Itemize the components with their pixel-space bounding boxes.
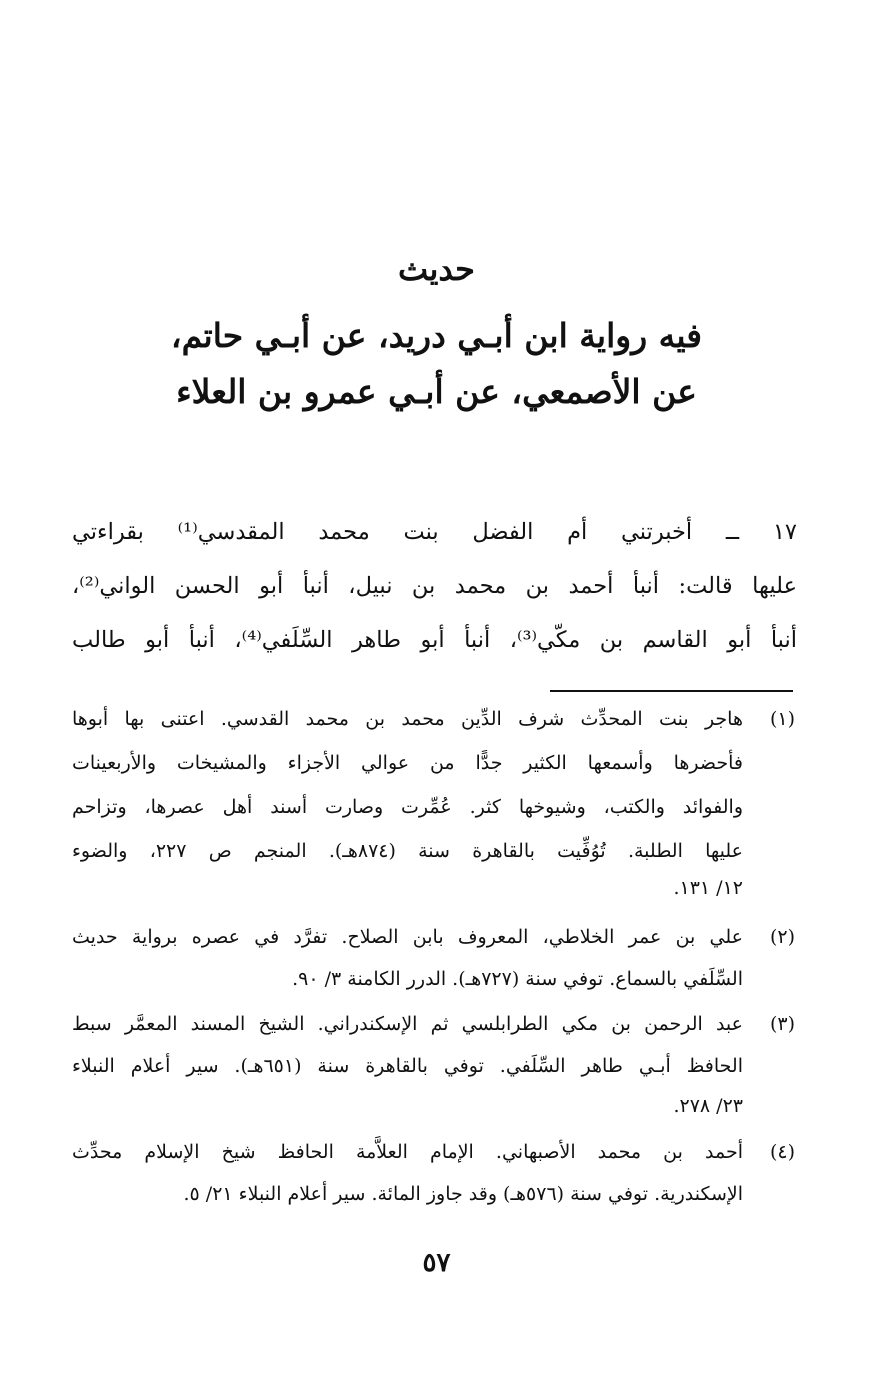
footnote-line: عليها الطلبة. تُوُفِّيت بالقاهرة سنة (٨٧٤هـ). المنجم ص ٢٢٧، والضوء: [72, 840, 743, 862]
footnote-line: ١٢/ ١٣١.: [673, 877, 743, 899]
section-subtitle-line-1: فيه رواية ابن أبـي دريد، عن أبـي حاتم،: [170, 316, 703, 355]
section-title: حديث: [398, 250, 475, 288]
footnote-line: أحمد بن محمد الأصبهاني. الإمام العلاَّمة الحافظ شيخ الإسلام محدِّث: [72, 1141, 743, 1163]
section-subtitle-line-2: عن الأصمعي، عن أبـي عمرو بن العلاء: [176, 372, 697, 411]
footnote-number: (٣): [769, 1013, 795, 1035]
body-text-line: ١٧ ــ أخبرتني أم الفضل بنت محمد المقدسي⁽¹⁾ بقراءتي: [72, 519, 797, 545]
footnote-line: عبد الرحمن بن مكي الطرابلسي ثم الإسكندراني. الشيخ المسند المعمَّر سبط: [72, 1013, 743, 1035]
footnote-line: الإسكندرية. توفي سنة (٥٧٦هـ) وقد جاوز المائة. سير أعلام النبلاء ٢١/ ٥.: [183, 1183, 743, 1205]
footnote-line: علي بن عمر الخلاطي، المعروف بابن الصلاح. تفرَّد في عصره برواية حديث: [72, 926, 743, 948]
body-text-line: عليها قالت: أنبأ أحمد بن محمد بن نبيل، أنبأ أبو الحسن الواني⁽²⁾،: [72, 573, 797, 599]
footnote-line: ٢٣/ ٢٧٨.: [673, 1095, 743, 1117]
footnote-number: (٢): [769, 926, 795, 948]
footnote-line: فأحضرها وأسمعها الكثير جدًّا من عوالي الأجزاء والمشيخات والأربعينات: [72, 752, 743, 774]
footnote-line: والفوائد والكتب، وشيوخها كثر. عُمِّرت وصارت أسند أهل عصرها، وتزاحم: [72, 796, 743, 818]
footnote-number: (٤): [769, 1141, 795, 1163]
footnote-number: (١): [769, 708, 795, 730]
footnote-line: هاجر بنت المحدِّث شرف الدِّين محمد بن محمد القدسي. اعتنى بها أبوها: [72, 708, 743, 730]
footnote-line: الحافظ أبـي طاهر السِّلَفي. توفي بالقاهرة سنة (٦٥١هـ). سير أعلام النبلاء: [72, 1055, 743, 1077]
page-number: ٥٧: [422, 1248, 451, 1278]
body-text-line: أنبأ أبو القاسم بن مكّي⁽³⁾، أنبأ أبو طاهر السِّلَفي⁽⁴⁾، أنبأ أبو طالب: [72, 627, 797, 653]
footnote-separator: [550, 690, 793, 692]
footnote-line: السِّلَفي بالسماع. توفي سنة (٧٢٧هـ). الدرر الكامنة ٣/ ٩٠.: [292, 968, 743, 990]
